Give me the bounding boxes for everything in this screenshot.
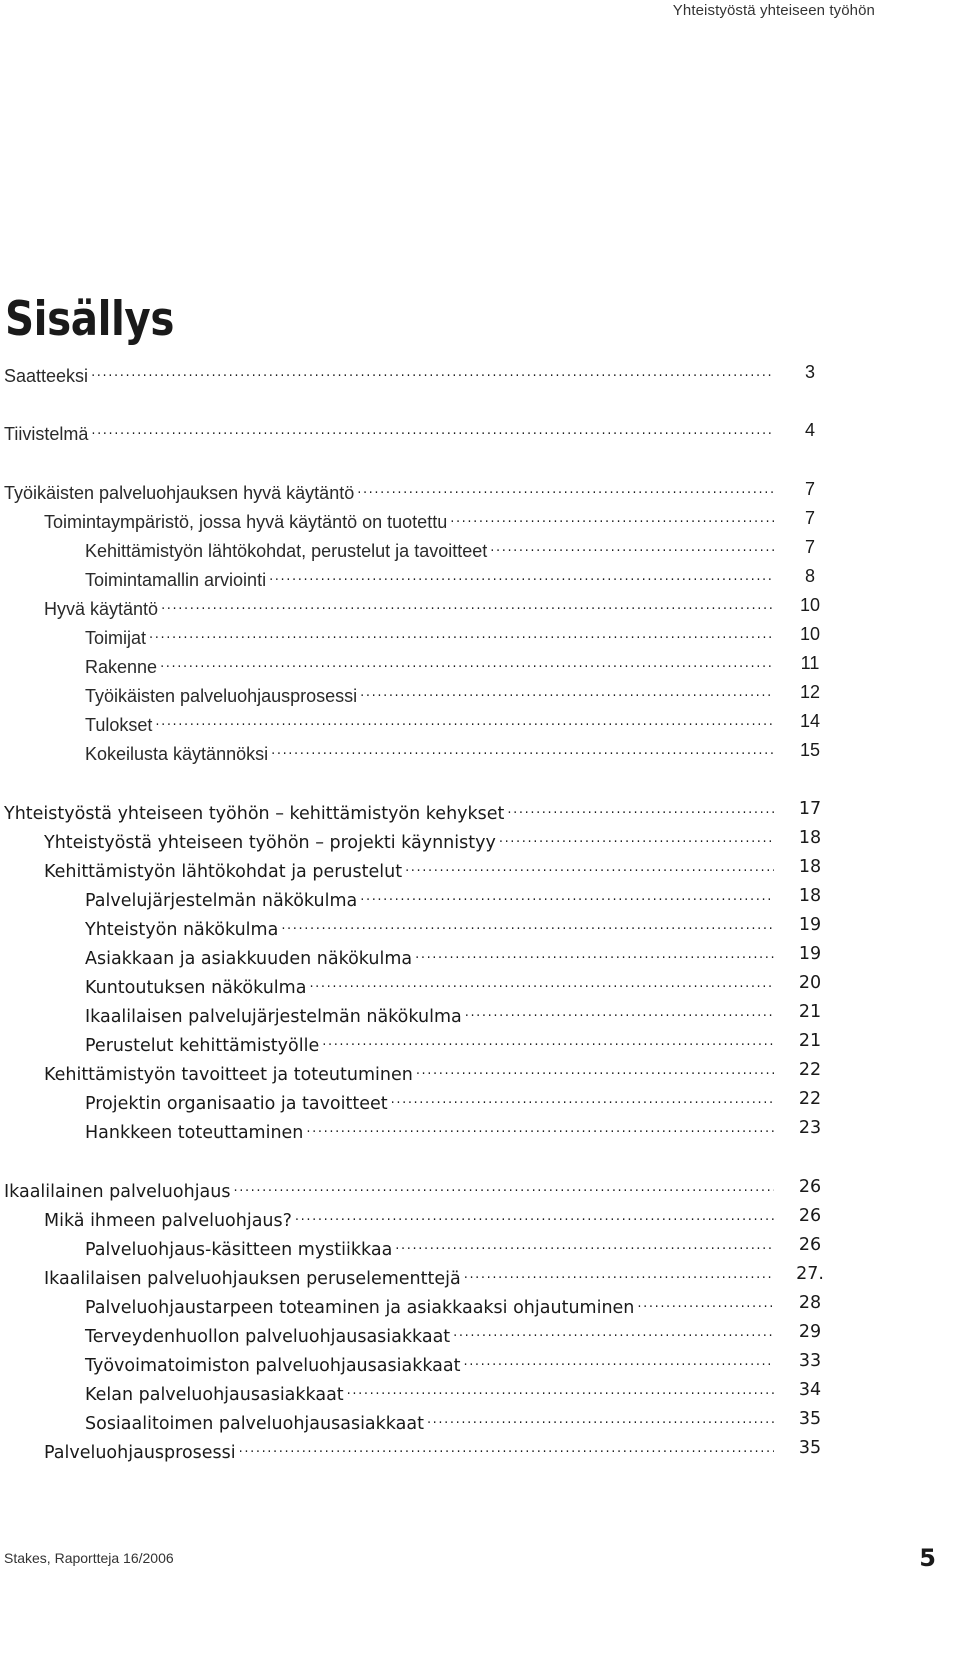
- toc-entry[interactable]: [85, 973, 822, 1001]
- toc-dot-leader: [391, 1089, 774, 1109]
- toc-dot-leader: [405, 857, 774, 877]
- toc-entry[interactable]: [85, 944, 822, 972]
- toc-entry-title: Työvoimatoimiston palveluohjausasiakkaat: [85, 1356, 461, 1376]
- toc-entry-title: Yhteistyön näkökulma: [85, 920, 279, 940]
- toc-dot-leader: [281, 915, 774, 935]
- toc-entry-title: Ikaalilaisen palvelujärjestelmän näkökulma: [85, 1007, 462, 1027]
- toc-page-number: 26: [798, 1177, 822, 1197]
- toc-entry-title: Terveydenhuollon palveluohjausasiakkaat: [85, 1327, 451, 1347]
- toc-dot-leader: [360, 886, 774, 906]
- toc-page-number: 15: [799, 740, 821, 760]
- toc-page-number: 35: [798, 1409, 822, 1429]
- toc-entry-title: Kelan palveluohjausasiakkaat: [85, 1385, 344, 1405]
- toc-entry[interactable]: [4, 420, 815, 448]
- toc-entry[interactable]: [85, 1409, 822, 1437]
- toc-dot-leader: [416, 1060, 774, 1080]
- toc-page-number: 7: [804, 508, 815, 528]
- toc-entry-title: Tiivistelmä: [4, 424, 89, 444]
- toc-dot-leader: [507, 799, 774, 819]
- toc-page-number: 7: [804, 479, 815, 499]
- toc-page-number: 17: [798, 799, 822, 819]
- toc-entry-title: Työikäisten palveluohjausprosessi: [85, 686, 358, 706]
- toc-entry-title: Kehittämistyön lähtökohdat, perustelut ja tavoitteet: [85, 541, 488, 561]
- toc-entry[interactable]: [85, 1351, 822, 1379]
- toc-dot-leader: [347, 1380, 774, 1400]
- toc-page-number: 10: [799, 624, 821, 644]
- toc-entry[interactable]: [85, 624, 821, 652]
- toc-page-number: 28: [798, 1293, 822, 1313]
- toc-dot-leader: [464, 1264, 774, 1284]
- toc-entry[interactable]: [85, 740, 821, 768]
- toc-page-number: 20: [798, 973, 822, 993]
- toc-entry-title: Kehittämistyön lähtökohdat ja perustelut: [44, 862, 403, 882]
- toc-dot-leader: [450, 508, 774, 528]
- toc-dot-leader: [160, 653, 774, 673]
- toc-entry-title: Mikä ihmeen palveluohjaus?: [44, 1211, 292, 1231]
- toc-page-number: 21: [798, 1002, 822, 1022]
- toc-entry[interactable]: [85, 653, 820, 681]
- toc-page-number: 19: [798, 944, 822, 964]
- toc-entry[interactable]: [4, 479, 815, 507]
- toc-page-number: 22: [798, 1060, 822, 1080]
- toc-dot-leader: [322, 1031, 774, 1051]
- toc-page-number: 26: [798, 1235, 822, 1255]
- toc-entry[interactable]: [85, 1380, 822, 1408]
- toc-page-number: 27.: [796, 1264, 824, 1284]
- toc-page-number: 18: [798, 857, 822, 877]
- toc-page-number: 29: [798, 1322, 822, 1342]
- toc-page-number: 23: [798, 1118, 822, 1138]
- toc-dot-leader: [149, 624, 774, 644]
- toc-dot-leader: [161, 595, 774, 615]
- toc-entry-title: Toimijat: [85, 628, 147, 648]
- toc-entry-title: Ikaalilaisen palveluohjauksen peruselementtejä: [44, 1269, 461, 1289]
- toc-dot-leader: [499, 828, 774, 848]
- toc-page-number: 8: [804, 566, 815, 586]
- toc-page-number: 4: [804, 420, 815, 440]
- toc-dot-leader: [490, 537, 774, 557]
- toc-page-number: 7: [804, 537, 815, 557]
- toc-entry-title: Palveluohjausprosessi: [44, 1443, 236, 1463]
- toc-entry-title: Palveluohjaus-käsitteen mystiikkaa: [85, 1240, 393, 1260]
- running-header: Yhteistyöstä yhteiseen työhön: [672, 2, 875, 19]
- toc-page-number: 35: [798, 1438, 822, 1458]
- toc-entry[interactable]: [44, 1060, 822, 1088]
- toc-page-number: 21: [798, 1031, 822, 1051]
- toc-dot-leader: [463, 1351, 774, 1371]
- toc-page-number: 18: [798, 886, 822, 906]
- toc-entry[interactable]: [85, 1031, 822, 1059]
- toc-entry-title: Sosiaalitoimen palveluohjausasiakkaat: [85, 1414, 424, 1434]
- toc-dot-leader: [269, 566, 774, 586]
- toc-entry-title: Yhteistyöstä yhteiseen työhön – kehittämistyön kehykset: [4, 804, 505, 824]
- toc-entry-title: Palvelujärjestelmän näkökulma: [85, 891, 358, 911]
- toc-entry-title: Kokeilusta käytännöksi: [85, 744, 269, 764]
- toc-entry[interactable]: [85, 1002, 822, 1030]
- toc-dot-leader: [91, 362, 774, 382]
- toc-page-number: 34: [798, 1380, 822, 1400]
- toc-dot-leader: [395, 1235, 774, 1255]
- toc-entry[interactable]: [44, 508, 815, 536]
- toc-dot-leader: [637, 1293, 774, 1313]
- toc-entry-title: Toimintaympäristö, jossa hyvä käytäntö on tuotettu: [44, 512, 448, 532]
- toc-entry[interactable]: [44, 1438, 822, 1466]
- toc-dot-leader: [427, 1409, 774, 1429]
- toc-entry[interactable]: [4, 799, 822, 827]
- toc-entry[interactable]: [85, 711, 821, 739]
- toc-entry-title: Saatteeksi: [4, 366, 89, 386]
- toc-page-number: 19: [798, 915, 822, 935]
- toc-page-number: 12: [799, 682, 821, 702]
- toc-dot-leader: [91, 420, 774, 440]
- toc-entry[interactable]: [85, 1235, 822, 1263]
- toc-page-number: 26: [798, 1206, 822, 1226]
- toc-entry[interactable]: [44, 828, 822, 856]
- toc-dot-leader: [453, 1322, 774, 1342]
- toc-entry-title: Kehittämistyön tavoitteet ja toteutuminen: [44, 1065, 413, 1085]
- toc-entry-title: Perustelut kehittämistyölle: [85, 1036, 320, 1056]
- toc-entry-title: Hankkeen toteuttaminen: [85, 1123, 304, 1143]
- toc-page-number: 18: [798, 828, 822, 848]
- toc-page-number: 33: [798, 1351, 822, 1371]
- toc-entry[interactable]: [85, 915, 822, 943]
- toc-entry[interactable]: [85, 537, 815, 565]
- toc-entry-title: Ikaalilainen palveluohjaus: [4, 1182, 231, 1202]
- page-title: Sisällys: [5, 292, 174, 347]
- toc-dot-leader: [295, 1206, 774, 1226]
- toc-dot-leader: [415, 944, 774, 964]
- toc-dot-leader: [271, 740, 774, 760]
- toc-entry[interactable]: [44, 1206, 822, 1234]
- toc-page-number: 11: [800, 653, 820, 673]
- toc-page-number: 22: [798, 1089, 822, 1109]
- toc-entry-title: Projektin organisaatio ja tavoitteet: [85, 1094, 388, 1114]
- toc-entry-title: Rakenne: [85, 657, 158, 677]
- footer-page-number: 5: [919, 1544, 936, 1572]
- toc-dot-leader: [309, 973, 774, 993]
- toc-dot-leader: [306, 1118, 774, 1138]
- toc-dot-leader: [465, 1002, 774, 1022]
- toc-entry[interactable]: [4, 362, 815, 390]
- toc-dot-leader: [360, 682, 774, 702]
- toc-dot-leader: [155, 711, 774, 731]
- toc-entry-title: Palveluohjaustarpeen toteaminen ja asiakkaaksi ohjautuminen: [85, 1298, 635, 1318]
- toc-entry-title: Työikäisten palveluohjauksen hyvä käytäntö: [4, 483, 355, 503]
- toc-entry-title: Yhteistyöstä yhteiseen työhön – projekti käynnistyy: [44, 833, 496, 853]
- toc-entry[interactable]: [44, 1264, 824, 1292]
- toc-entry-title: Hyvä käytäntö: [44, 599, 159, 619]
- toc-entry-title: Tulokset: [85, 715, 153, 735]
- toc-entry[interactable]: [85, 1089, 822, 1117]
- toc-dot-leader: [233, 1177, 774, 1197]
- toc-entry[interactable]: [85, 682, 821, 710]
- toc-dot-leader: [239, 1438, 774, 1458]
- toc-entry-title: Asiakkaan ja asiakkuuden näkökulma: [85, 949, 413, 969]
- toc-entry[interactable]: [85, 1322, 822, 1350]
- toc-dot-leader: [357, 479, 774, 499]
- toc-page-number: 3: [804, 362, 815, 382]
- toc-entry[interactable]: [85, 1118, 822, 1146]
- toc-entry[interactable]: [85, 566, 815, 594]
- toc-entry[interactable]: [85, 1293, 822, 1321]
- toc-page-number: 14: [799, 711, 821, 731]
- toc-entry-title: Toimintamallin arviointi: [85, 570, 267, 590]
- toc-entry[interactable]: [44, 857, 822, 885]
- toc-entry-title: Kuntoutuksen näkökulma: [85, 978, 307, 998]
- toc-entry[interactable]: [44, 595, 821, 623]
- toc-entry[interactable]: [85, 886, 822, 914]
- toc-page-number: 10: [799, 595, 821, 615]
- footer-publication: Stakes, Raportteja 16/2006: [4, 1550, 174, 1566]
- toc-entry[interactable]: [4, 1177, 822, 1205]
